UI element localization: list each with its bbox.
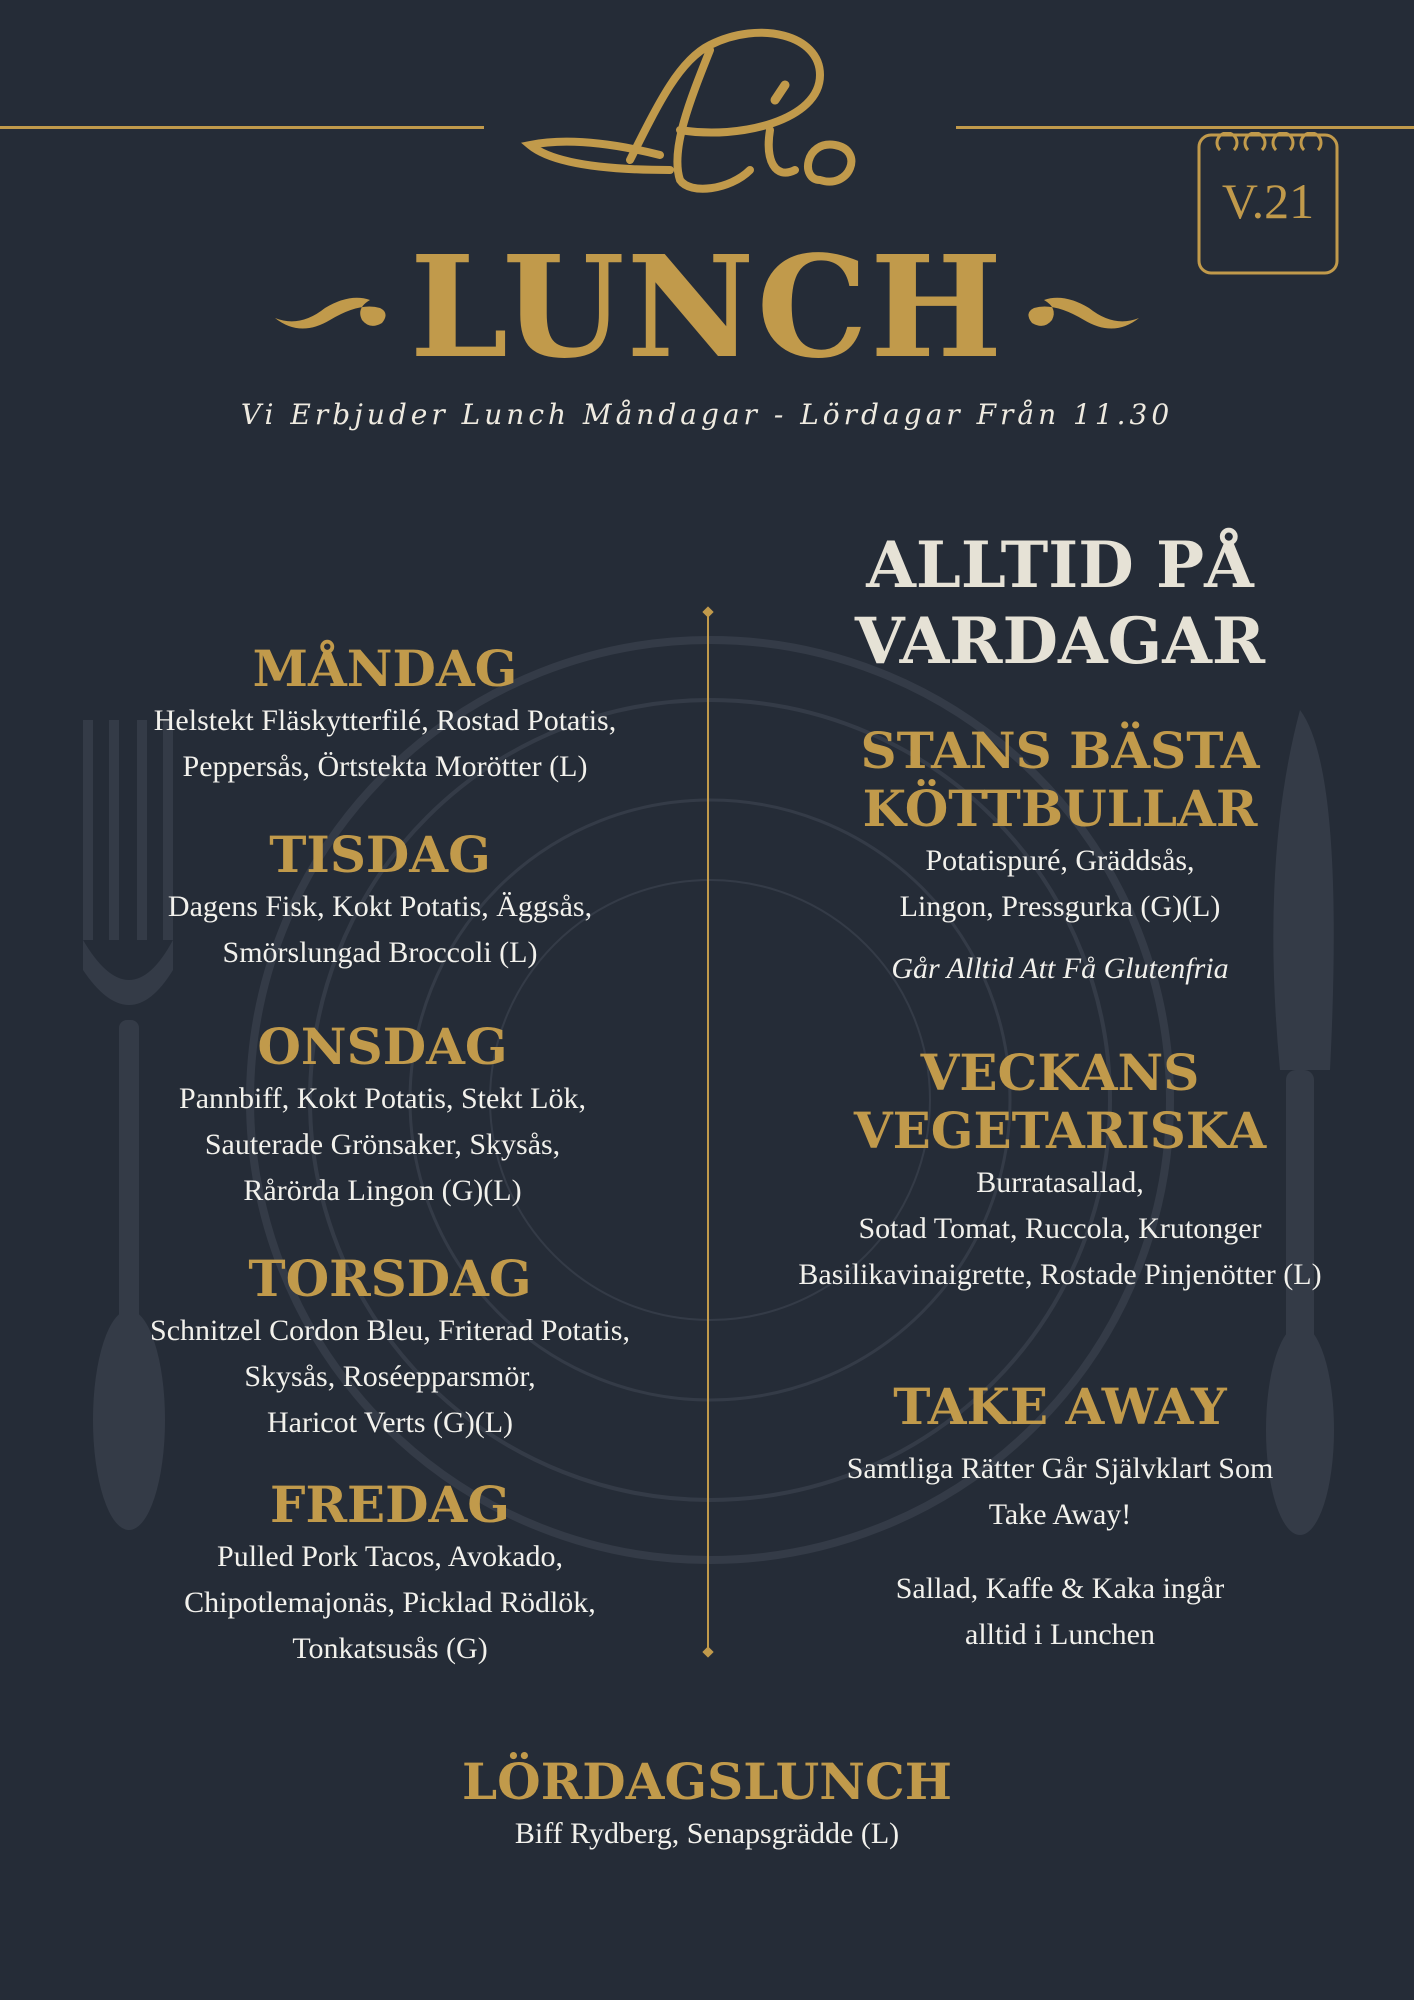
dish-line: Skysås, Roséepparsmör, [244,1360,536,1393]
dish-line: Basilikavinaigrette, Rostade Pinjenötter (L) [798,1258,1322,1291]
dish-line: Burratasallad, [976,1166,1144,1199]
vegetarian-title: VEGETARISKA [853,1101,1267,1160]
pio-logo [520,20,920,210]
dish-line: Lingon, Pressgurka (G)(L) [899,890,1221,923]
dish-line: Sotad Tomat, Ruccola, Krutonger [858,1212,1262,1245]
always-title: VARDAGAR [854,604,1266,679]
included-line: Sallad, Kaffe & Kaka ingår [895,1572,1225,1605]
takeaway-line: Take Away! [988,1498,1132,1531]
day-friday [40,1476,740,1672]
day-title: FREDAG [269,1475,510,1534]
day-title: TISDAG [269,825,491,884]
dish-line: Chipotlemajonäs, Picklad Rödlök, [184,1586,596,1619]
swirl-left-icon [270,268,390,348]
meatballs-section [720,722,1400,992]
takeaway-title: TAKE AWAY [893,1377,1227,1436]
dish-line: Schnitzel Cordon Bleu, Friterad Potatis, [150,1314,630,1347]
dish-line: Tonkatsusås (G) [292,1632,488,1665]
day-title: ONSDAG [257,1017,508,1076]
meatballs-title: STANS BÄSTA [860,721,1260,780]
swirl-right-icon [1024,268,1144,348]
dish-line: Pulled Pork Tacos, Avokado, [217,1540,563,1573]
day-thursday [40,1250,740,1446]
day-title: MÅNDAG [252,639,518,698]
lunch-title: LUNCH [409,226,1005,390]
header-line-right [956,126,1414,129]
gluten-free-note: Går Alltid Att Få Glutenfria [891,952,1229,985]
saturday-section [200,1753,1214,1857]
divider-cap-top [702,606,713,617]
dish-line: Dagens Fisk, Kokt Potatis, Äggsås, [167,890,593,923]
day-wednesday [40,1018,725,1214]
day-title: TORSDAG [248,1249,532,1308]
always-title: ALLTID PÅ [866,528,1254,603]
dish-line: Smörslungad Broccoli (L) [222,936,538,969]
saturday-title: LÖRDAGSLUNCH [462,1752,952,1811]
dish-line: Peppersås, Örtstekta Morötter (L) [182,750,588,783]
day-tuesday [40,826,720,976]
opening-hours-subtitle: Vi Erbjuder Lunch Måndagar - Lördagar Från 11.30 [240,398,1174,431]
saturday-dish: Biff Rydberg, Senapsgrädde (L) [514,1817,900,1850]
header-line-left [0,126,484,129]
dish-line: Pannbiff, Kokt Potatis, Stekt Lök, [179,1082,586,1115]
meatballs-title: KÖTTBULLAR [862,779,1258,838]
takeaway-line: Samtliga Rätter Går Självklart Som [846,1452,1274,1485]
dish-line: Helstekt Fläskytterfilé, Rostad Potatis, [153,704,617,737]
vegetarian-section [720,1044,1400,1298]
included-line: alltid i Lunchen [965,1618,1155,1651]
dish-line: Rårörda Lingon (G)(L) [243,1174,522,1207]
day-monday [40,640,730,790]
dish-line: Potatispuré, Gräddsås, [925,844,1195,877]
vegetarian-title: VECKANS [920,1043,1200,1102]
dish-line: Sauterade Grönsaker, Skysås, [204,1128,561,1161]
takeaway-section [720,1378,1400,1658]
week-badge: V.21 [1221,173,1315,229]
dish-line: Haricot Verts (G)(L) [266,1406,514,1439]
always-weekdays-section [720,528,1400,680]
